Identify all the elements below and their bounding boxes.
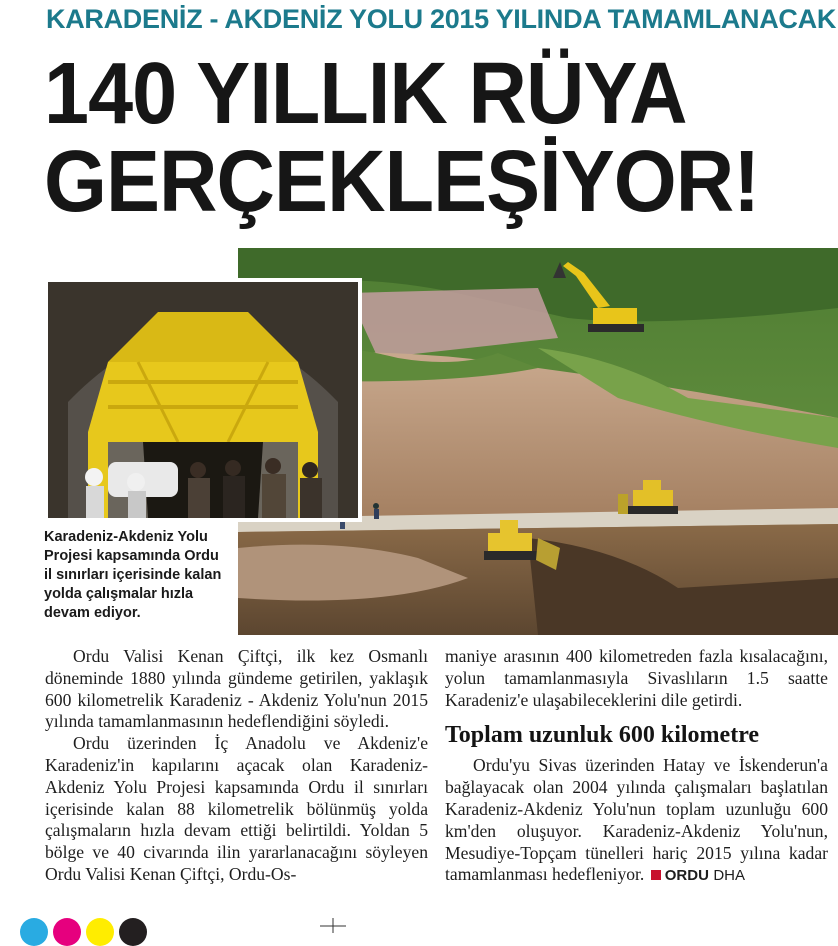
print-color-marks: [20, 918, 147, 946]
article-paragraph: maniye arasının 400 kilometreden fazla kısalacağını, yolun tamamlanmasıyla Sivaslıların 1.5 saatte Karadeniz'e ulaşabileceklerini dile getirdi.: [445, 646, 828, 710]
paragraph-text: Ordu'yu Sivas üzerinden Hatay ve İskenderun'a bağlayacak olan 2004 yılında çalışmaları başlatılan Karadeniz-Akdeniz Yolu'nun toplam uzunluğu 600 km'den oluşuyor. Karadeniz-Akdeniz Yolu'nun, Mesudiye-Topçam tünelleri hariç 2015 yılına kadar tamamlanması hedefleniyor.: [445, 755, 828, 885]
magenta-mark: [53, 918, 81, 946]
article-column-left: [45, 646, 428, 886]
photo-caption: Karadeniz-Akdeniz Yolu Projesi kapsamında Ordu il sınırları içerisinde kalan yolda çalışmalar hızla devam ediyor.: [44, 529, 222, 621]
byline-square-icon: [651, 870, 661, 880]
headline-line-2: GERÇEKLEŞİYOR!: [44, 133, 760, 230]
registration-mark-icon: [320, 918, 346, 933]
article-paragraph: [445, 755, 828, 887]
black-mark: [119, 918, 147, 946]
article-paragraph: Ordu üzerinden İç Anadolu ve Akdeniz'e Karadeniz'in kapılarını açacak olan Karadeniz-Akdeniz Yolu Projesi kapsamında Ordu il sınırları içerisinde kalan 88 kilometrelik bölünmüş yolda çalışmaların hızla devam ettiği belirtildi. Yoldan 5 bölge ve 40 civarında ilin yararlanacağını söyleyen Ordu Valisi Kenan Çiftçi, Ordu-Os-: [45, 733, 428, 884]
byline-agency: DHA: [713, 867, 745, 885]
article-column-right: [445, 646, 828, 887]
cyan-mark: [20, 918, 48, 946]
yellow-mark: [86, 918, 114, 946]
headline: [44, 45, 782, 230]
subheading: Toplam uzunluk 600 kilometre: [445, 722, 760, 749]
byline-city: ORDU: [664, 867, 709, 885]
kicker: KARADENİZ - AKDENİZ YOLU 2015 YILINDA TAMAMLANACAK: [46, 4, 837, 34]
article-paragraph: Ordu Valisi Kenan Çiftçi, ilk kez Osmanlı döneminde 1880 yılında gündeme getirilen, yaklaşık 600 kilometrelik Karadeniz - Akdeniz Yolu'nun 2015 yılında tamamlanmasının hedeflendiğini söyledi.: [45, 646, 428, 732]
tunnel-photo: [44, 278, 362, 522]
tunnel-illustration: [48, 282, 358, 518]
headline-line-1: 140 YILLIK RÜYA: [44, 45, 687, 142]
